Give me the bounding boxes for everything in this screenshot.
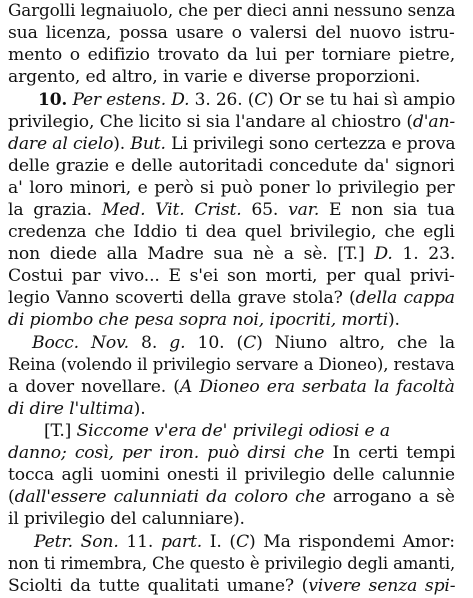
text-run: il privilegio del calunniare). <box>8 509 245 529</box>
text-run: di piombo che pesa sopra noi, ipocriti, morti <box>8 310 388 330</box>
text-run: Sciolti da tutte qualitati umane? ( <box>8 576 309 596</box>
text-run: a' loro minori, e però si può poner lo privilegio per <box>8 178 455 198</box>
text-run: di dire l'ultima <box>8 399 134 419</box>
text-run: sua licenza, possa usare o valersi del nuovo istru- <box>8 23 455 43</box>
text-line <box>8 132 455 156</box>
text-run: Siccome v'era de' privilegi odiosi e a <box>76 421 390 441</box>
text-run: Bocc. Nov. <box>32 333 129 353</box>
text-run: la grazia. <box>8 200 102 220</box>
text-run: I. ( <box>202 532 236 552</box>
text-line <box>8 552 455 576</box>
text-run: privilegio, Che licito si sia l'andare al chiostro ( <box>8 112 413 132</box>
text-line <box>8 441 455 465</box>
text-run: Petr. Son. <box>34 532 119 552</box>
text-line <box>8 397 146 421</box>
text-run: 65. <box>241 200 289 220</box>
text-line <box>8 110 455 134</box>
text-line <box>32 331 455 355</box>
text-line <box>8 286 455 310</box>
text-line <box>8 242 455 266</box>
text-run: ( <box>8 487 15 507</box>
text-run: credenza che Iddio ti dea quel brivilegio, che egli <box>8 222 455 242</box>
text-run: 1. 23. <box>392 244 456 264</box>
text-run: C <box>254 90 268 110</box>
text-run: danno; così, per iron. può dirsi che <box>8 443 325 463</box>
text-run: vivere senza spi- <box>308 576 456 596</box>
text-run: 10. <box>38 90 68 110</box>
text-line <box>8 154 455 178</box>
text-run: argento, ed altro, in varie e diverse proporzioni. <box>8 67 421 87</box>
text-run: g. <box>169 333 186 353</box>
text-line <box>38 88 455 112</box>
text-line <box>8 485 455 509</box>
text-line <box>8 65 420 89</box>
text-run: delle grazie e delle autoritadi concedute da' signori <box>8 156 455 176</box>
text-run: d'an- <box>412 112 456 132</box>
text-run: D. <box>374 244 393 264</box>
text-run: ) Niuno altro, che la <box>256 333 455 353</box>
text-run: ) Or se tu hai sì ampio <box>267 90 456 110</box>
text-line <box>8 353 455 377</box>
text-run: legio Vanno scoverti della grave stola? ( <box>8 288 356 308</box>
text-run: C <box>235 532 249 552</box>
text-run: ). <box>113 134 131 154</box>
text-run: a dover novellare. ( <box>8 377 180 397</box>
text-run: A Dioneo era serbata la facoltà <box>179 377 455 397</box>
text-run: dall'essere calunniati da coloro che <box>14 487 326 507</box>
text-run: ). <box>387 310 400 330</box>
text-run: ) Ma rispondemi Amor: <box>248 532 455 552</box>
text-line <box>34 530 455 554</box>
text-line <box>8 198 455 222</box>
text-run: arrogano a sè <box>325 487 455 507</box>
text-run: E non sia tua <box>319 200 455 220</box>
text-line <box>8 220 455 244</box>
text-run: [T.] <box>44 421 77 441</box>
text-run: part. <box>160 532 203 552</box>
text-line <box>8 463 455 487</box>
text-run: mento o edifizio trovato da lui per torniare pietre, <box>8 45 456 65</box>
text-run: non ti rimembra, Che questo è privilegio degli amanti, <box>8 554 456 574</box>
text-run: C <box>243 333 257 353</box>
text-run: non diede alla Madre sua nè a sè. [T.] <box>8 244 375 264</box>
text-line <box>8 264 455 288</box>
text-line <box>8 574 455 598</box>
text-run: Per estens. D. <box>72 90 190 110</box>
text-run: tocca agli uomini onesti il privilegio delle calunnie <box>8 465 455 485</box>
text-run: 11. <box>118 532 161 552</box>
text-run: dare al cielo <box>8 134 114 154</box>
text-line <box>44 419 390 443</box>
text-run: 3. 26. ( <box>189 90 255 110</box>
text-run: Costui par vivo... E s'ei son morti, per qual privi- <box>8 266 455 286</box>
text-line <box>8 308 400 332</box>
text-line <box>8 0 455 23</box>
text-line <box>8 21 455 45</box>
text-run: var. <box>288 200 320 220</box>
text-run: Reina (volendo il privilegio servare a Dioneo), restava <box>8 355 455 375</box>
text-line <box>8 176 455 200</box>
text-run: 8. <box>128 333 170 353</box>
text-run: Med. Vit. Crist. <box>101 200 242 220</box>
text-run: 10. ( <box>185 333 244 353</box>
text-run: della cappa <box>355 288 455 308</box>
text-run: Gargolli legnaiuolo, che per dieci anni nessuno senza <box>8 1 456 21</box>
text-run: In certi tempi <box>324 443 456 463</box>
text-run: ). <box>133 399 146 419</box>
text-line <box>8 375 455 399</box>
text-run: But. <box>130 134 166 154</box>
text-run: Li privilegi sono certezza e prova <box>165 134 456 154</box>
text-line <box>8 507 245 531</box>
text-line <box>8 43 455 67</box>
